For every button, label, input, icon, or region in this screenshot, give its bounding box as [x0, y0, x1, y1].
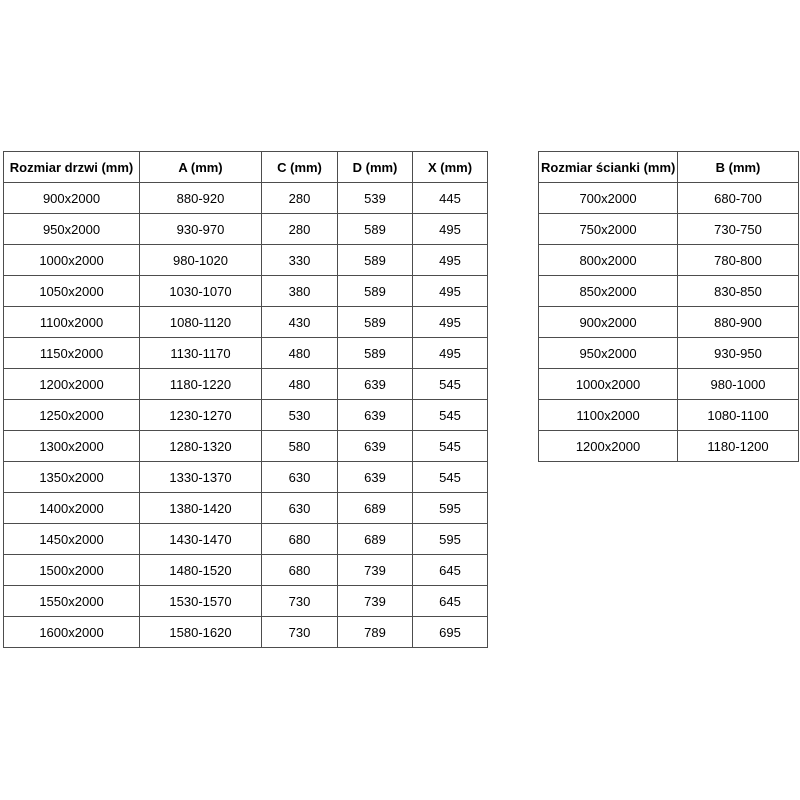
table-cell: 280: [262, 183, 338, 214]
table-row: [539, 431, 799, 462]
door-sizes-table: [3, 151, 488, 648]
table-cell: 850x2000: [539, 276, 678, 307]
table-cell: 800x2000: [539, 245, 678, 276]
table-cell: 1200x2000: [4, 369, 140, 400]
table-cell: 950x2000: [539, 338, 678, 369]
table-row: [4, 524, 488, 555]
table-cell: 589: [338, 214, 413, 245]
table-cell: 1180-1220: [140, 369, 262, 400]
table-cell: 330: [262, 245, 338, 276]
table-cell: 880-900: [678, 307, 799, 338]
table-row: [4, 338, 488, 369]
table-row: [539, 369, 799, 400]
table-cell: 539: [338, 183, 413, 214]
table-cell: 545: [413, 369, 488, 400]
table-row: [4, 276, 488, 307]
table-row: [4, 307, 488, 338]
table-cell: 680: [262, 555, 338, 586]
table-cell: 589: [338, 307, 413, 338]
table-cell: 1100x2000: [539, 400, 678, 431]
table-cell: 630: [262, 462, 338, 493]
table-cell: 1200x2000: [539, 431, 678, 462]
table-row: [539, 183, 799, 214]
table-cell: 595: [413, 493, 488, 524]
column-header: Rozmiar drzwi (mm): [4, 152, 140, 183]
table-cell: 480: [262, 338, 338, 369]
table-cell: 1130-1170: [140, 338, 262, 369]
table-cell: 950x2000: [4, 214, 140, 245]
table-cell: 1530-1570: [140, 586, 262, 617]
table-cell: 639: [338, 431, 413, 462]
table-cell: 1150x2000: [4, 338, 140, 369]
table-cell: 639: [338, 400, 413, 431]
table-cell: 680: [262, 524, 338, 555]
table-cell: 1500x2000: [4, 555, 140, 586]
table-row: [4, 493, 488, 524]
table-cell: 495: [413, 214, 488, 245]
table-cell: 645: [413, 555, 488, 586]
table-cell: 645: [413, 586, 488, 617]
table-cell: 639: [338, 462, 413, 493]
table-cell: 739: [338, 586, 413, 617]
table-row: [4, 214, 488, 245]
table-cell: 530: [262, 400, 338, 431]
table-cell: 900x2000: [4, 183, 140, 214]
table-cell: 589: [338, 276, 413, 307]
table-cell: 580: [262, 431, 338, 462]
table-cell: 1600x2000: [4, 617, 140, 648]
table-row: [4, 586, 488, 617]
table-cell: 1180-1200: [678, 431, 799, 462]
table-row: [4, 400, 488, 431]
table-cell: 545: [413, 462, 488, 493]
table-row: [4, 555, 488, 586]
header-row: [539, 152, 799, 183]
table-cell: 1080-1100: [678, 400, 799, 431]
table-cell: 730: [262, 617, 338, 648]
table-cell: 380: [262, 276, 338, 307]
table-cell: 1400x2000: [4, 493, 140, 524]
table-cell: 700x2000: [539, 183, 678, 214]
table-cell: 495: [413, 307, 488, 338]
table-cell: 1300x2000: [4, 431, 140, 462]
table-cell: 1000x2000: [539, 369, 678, 400]
table-cell: 589: [338, 338, 413, 369]
table-cell: 1330-1370: [140, 462, 262, 493]
table-cell: 545: [413, 431, 488, 462]
table-cell: 900x2000: [539, 307, 678, 338]
table-cell: 495: [413, 338, 488, 369]
table-cell: 930-970: [140, 214, 262, 245]
table-cell: 1230-1270: [140, 400, 262, 431]
table-row: [539, 214, 799, 245]
header-row: [4, 152, 488, 183]
table-cell: 1100x2000: [4, 307, 140, 338]
table-row: [539, 400, 799, 431]
table-cell: 680-700: [678, 183, 799, 214]
table-cell: 695: [413, 617, 488, 648]
wall-sizes-table-head: [539, 152, 799, 183]
table-cell: 980-1000: [678, 369, 799, 400]
column-header: C (mm): [262, 152, 338, 183]
door-sizes-table-body: [4, 183, 488, 648]
table-cell: 880-920: [140, 183, 262, 214]
table-cell: 1580-1620: [140, 617, 262, 648]
table-cell: 1480-1520: [140, 555, 262, 586]
column-header: B (mm): [678, 152, 799, 183]
table-cell: 480: [262, 369, 338, 400]
column-header: X (mm): [413, 152, 488, 183]
table-cell: 730: [262, 586, 338, 617]
table-cell: 1450x2000: [4, 524, 140, 555]
table-cell: 1000x2000: [4, 245, 140, 276]
table-cell: 1280-1320: [140, 431, 262, 462]
table-cell: 495: [413, 276, 488, 307]
table-row: [539, 338, 799, 369]
table-row: [4, 617, 488, 648]
table-cell: 1430-1470: [140, 524, 262, 555]
table-cell: 589: [338, 245, 413, 276]
table-cell: 689: [338, 493, 413, 524]
table-cell: 280: [262, 214, 338, 245]
table-cell: 930-950: [678, 338, 799, 369]
table-row: [539, 307, 799, 338]
wall-sizes-table-body: [539, 183, 799, 462]
column-header: D (mm): [338, 152, 413, 183]
table-cell: 495: [413, 245, 488, 276]
wall-sizes-table: [538, 151, 799, 462]
table-cell: 830-850: [678, 276, 799, 307]
table-cell: 430: [262, 307, 338, 338]
table-row: [4, 183, 488, 214]
column-header: Rozmiar ścianki (mm): [539, 152, 678, 183]
table-cell: 1550x2000: [4, 586, 140, 617]
table-cell: 595: [413, 524, 488, 555]
table-row: [539, 276, 799, 307]
table-row: [4, 462, 488, 493]
table-cell: 739: [338, 555, 413, 586]
table-cell: 1350x2000: [4, 462, 140, 493]
table-cell: 445: [413, 183, 488, 214]
table-row: [4, 431, 488, 462]
table-cell: 689: [338, 524, 413, 555]
table-cell: 750x2000: [539, 214, 678, 245]
table-cell: 1080-1120: [140, 307, 262, 338]
table-row: [539, 245, 799, 276]
table-cell: 545: [413, 400, 488, 431]
column-header: A (mm): [140, 152, 262, 183]
table-cell: 630: [262, 493, 338, 524]
table-cell: 1050x2000: [4, 276, 140, 307]
table-cell: 1030-1070: [140, 276, 262, 307]
table-cell: 980-1020: [140, 245, 262, 276]
table-cell: 1380-1420: [140, 493, 262, 524]
door-sizes-table-head: [4, 152, 488, 183]
table-cell: 780-800: [678, 245, 799, 276]
table-cell: 639: [338, 369, 413, 400]
table-row: [4, 369, 488, 400]
table-cell: 730-750: [678, 214, 799, 245]
table-row: [4, 245, 488, 276]
table-cell: 1250x2000: [4, 400, 140, 431]
table-cell: 789: [338, 617, 413, 648]
